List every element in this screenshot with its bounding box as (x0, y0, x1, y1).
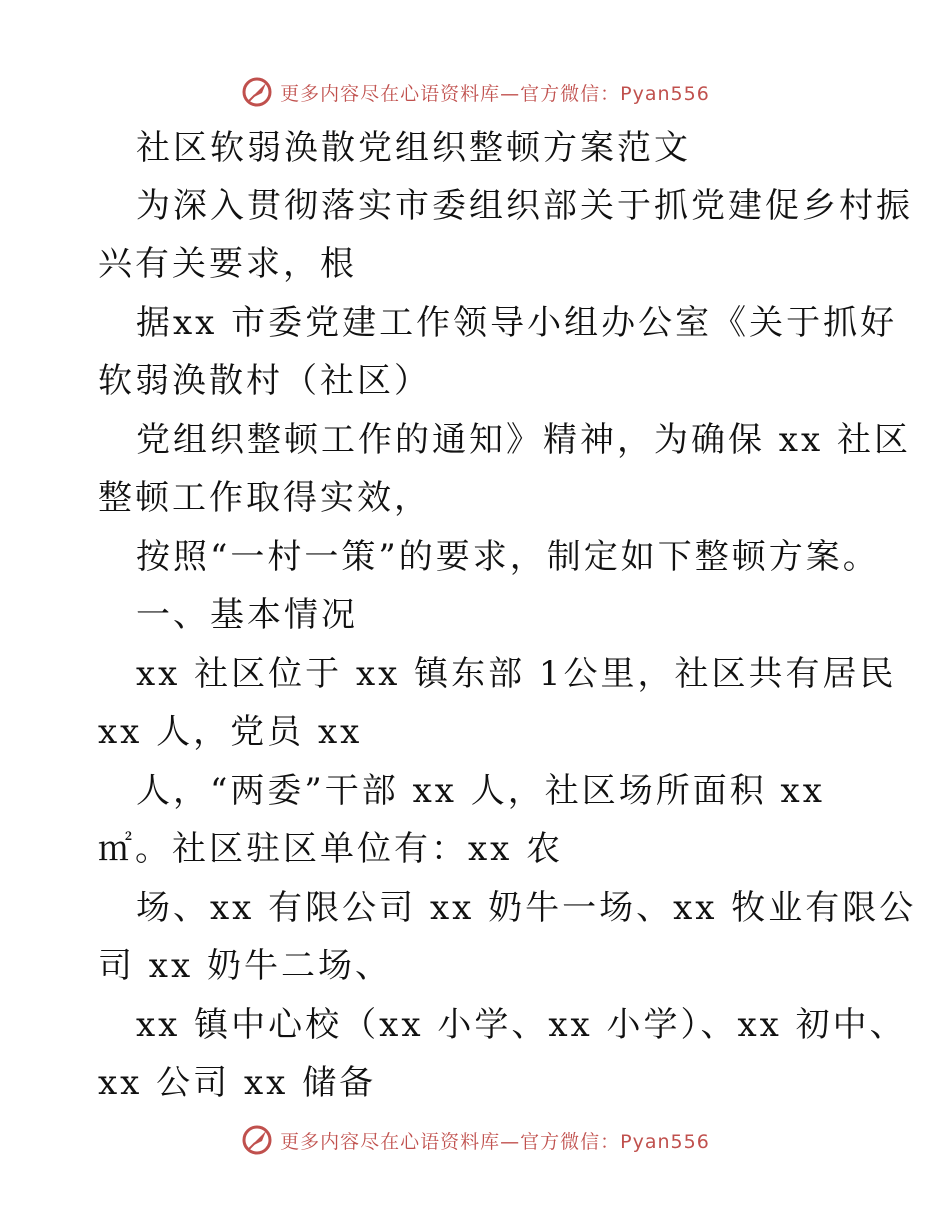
paragraph-line: ㎡。社区驻区单位有：xx 农 (98, 829, 564, 869)
footer-watermark (0, 1120, 950, 1160)
paragraph-line: 按照“一村一策”的要求，制定如下整顿方案。 (136, 537, 880, 577)
paragraph-line: xx 人，党员 xx (98, 712, 363, 752)
paragraph-line: 人，“两委”干部 xx 人，社区场所面积 xx (136, 771, 825, 811)
document-title: 社区软弱涣散党组织整顿方案范文 (136, 128, 691, 168)
paragraph-line: xx 镇中心校（xx 小学、xx 小学）、xx 初中、 (136, 1005, 907, 1045)
watermark-text: 更多内容尽在心语资料库—官方微信：Pyan556 (280, 82, 710, 105)
quill-logo-icon (240, 1123, 274, 1157)
paragraph-line: 为深入贯彻落实市委组织部关于抓党建促乡村振 (136, 186, 913, 226)
paragraph-line: 党组织整顿工作的通知》精神，为确保 xx 社区 (136, 420, 911, 460)
paragraph-line: 司 xx 奶牛二场、 (98, 946, 392, 986)
paragraph-line: 据xx 市委党建工作领导小组办公室《关于抓好 (136, 303, 898, 343)
paragraph-line: xx 社区位于 xx 镇东部 1公里，社区共有居民 (136, 654, 897, 694)
watermark-text: 更多内容尽在心语资料库—官方微信：Pyan556 (280, 1130, 710, 1153)
paragraph-line: 场、xx 有限公司 xx 奶牛一场、xx 牧业有限公 (136, 888, 917, 928)
section-heading: 一、基本情况 (136, 595, 358, 635)
paragraph-line: 整顿工作取得实效， (98, 478, 431, 518)
paragraph-line: 软弱涣散村（社区） (98, 361, 431, 401)
paragraph-line: 兴有关要求，根 (98, 244, 357, 284)
paragraph-line: xx 公司 xx 储备 (98, 1063, 377, 1103)
